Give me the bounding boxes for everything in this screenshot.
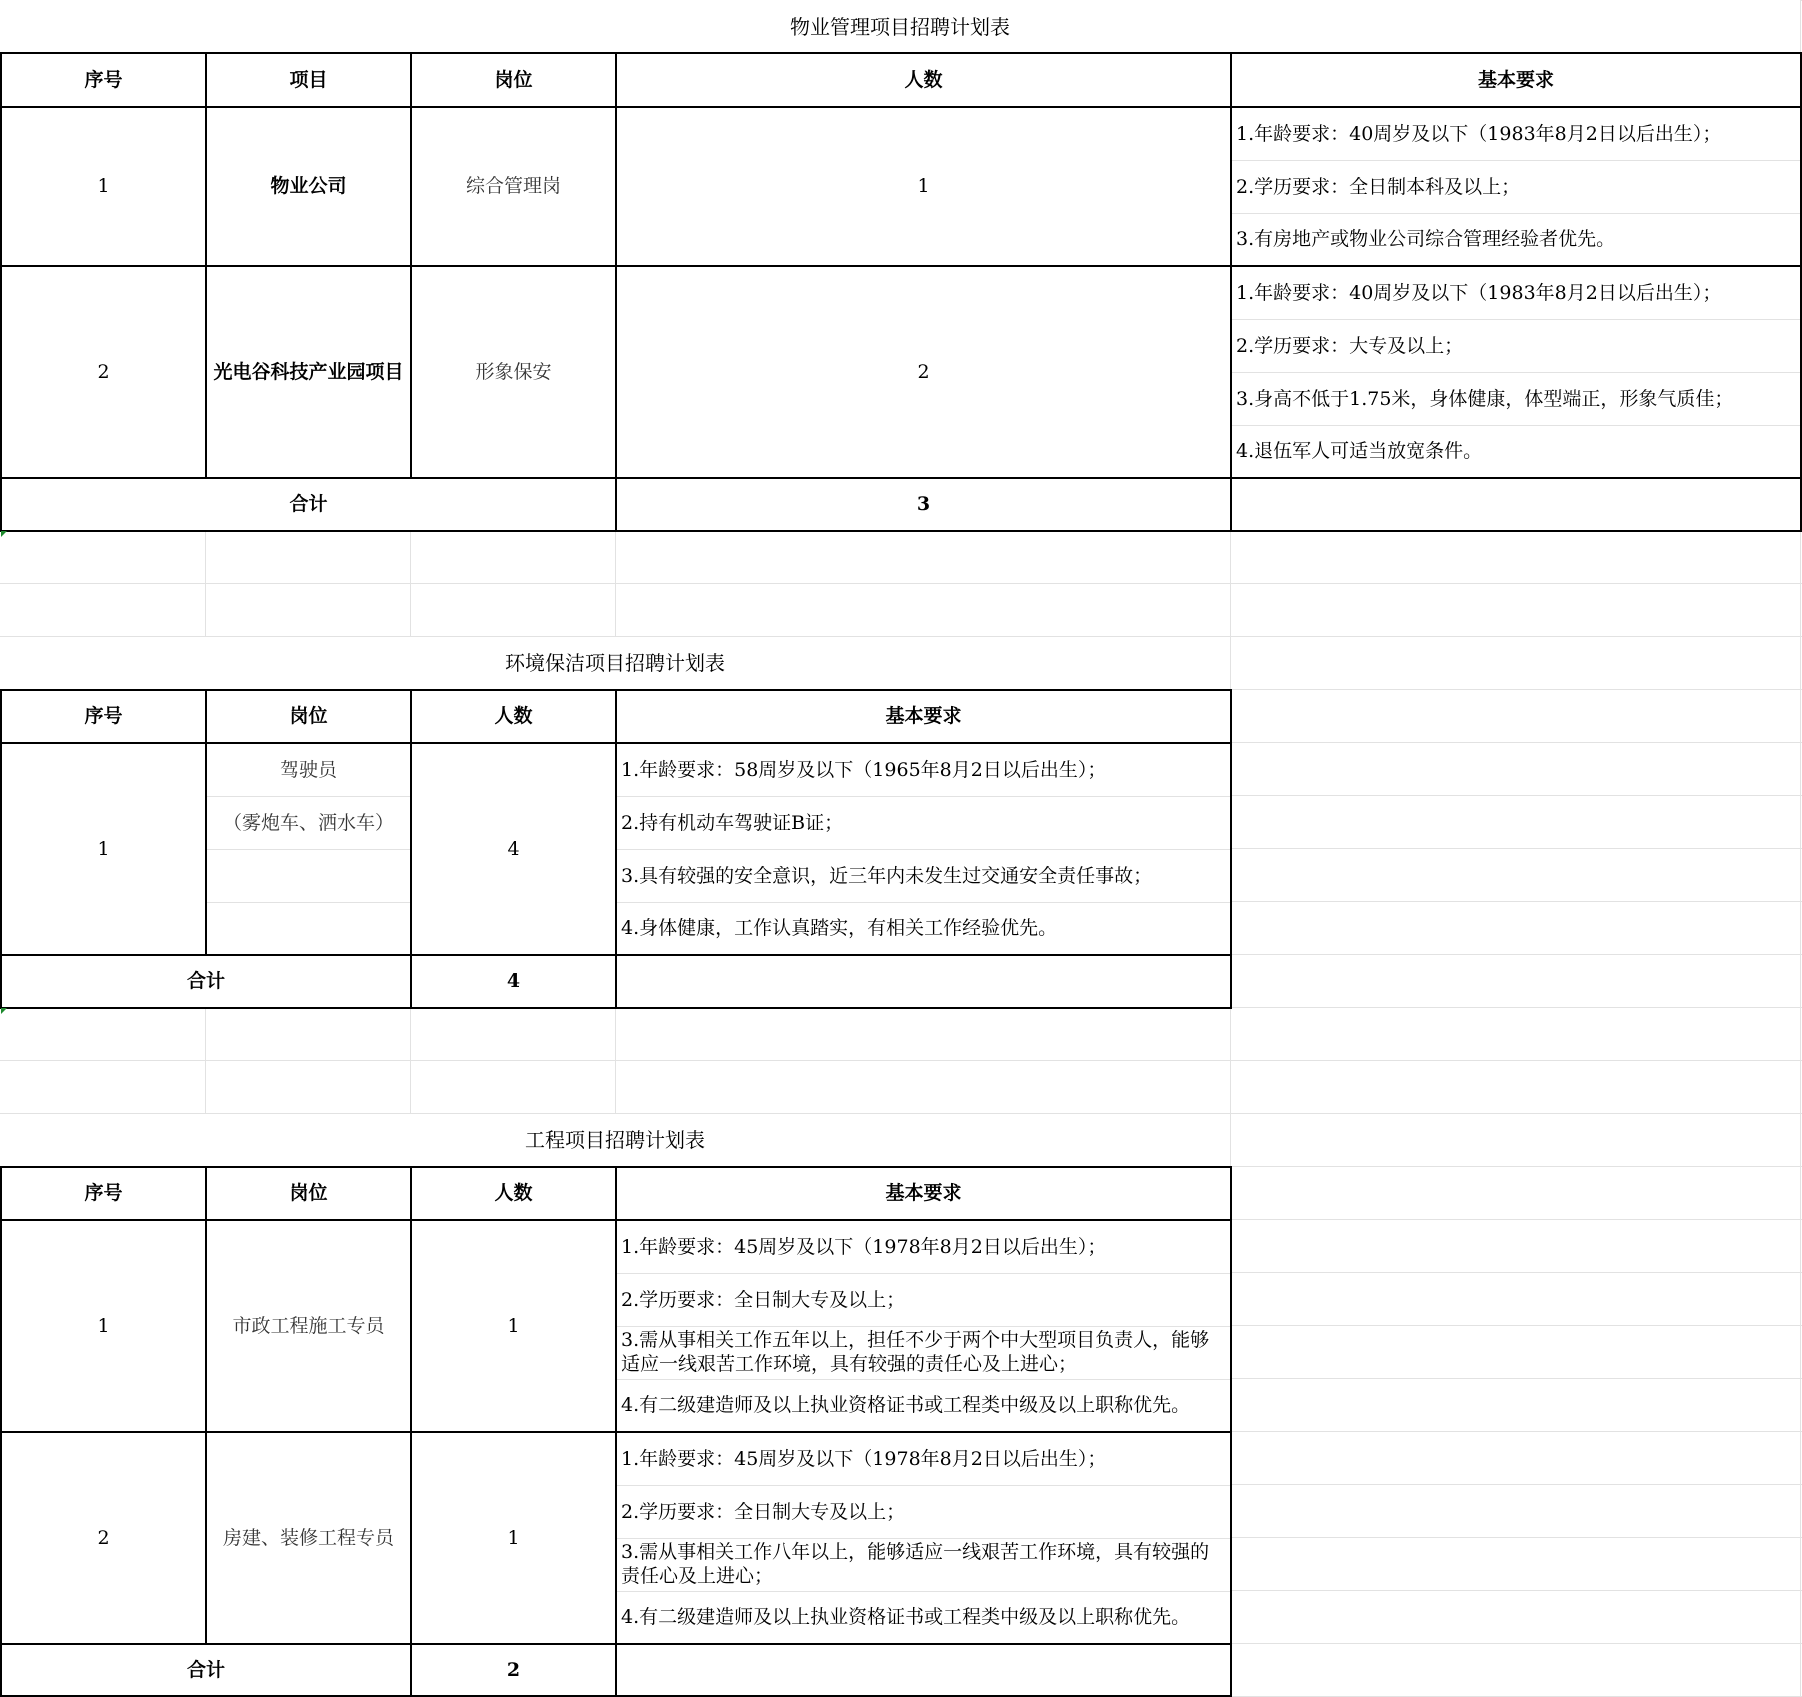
total-empty-cell [615, 954, 1232, 1009]
requirement-line: 3.身高不低于1.75米，身体健康，体型端正，形象气质佳； [1232, 373, 1800, 425]
header-project: 项目 [205, 52, 412, 108]
header-requirements: 基本要求 [615, 1166, 1232, 1221]
header-no: 序号 [0, 52, 207, 108]
section-title: 工程项目招聘计划表 [0, 1114, 1230, 1166]
requirement-line: 1.年龄要求：40周岁及以下（1983年8月2日以后出生）； [1232, 267, 1800, 319]
position-line: 驾驶员 [207, 744, 410, 796]
table-cell-no: 1 [0, 106, 207, 267]
header-count: 人数 [410, 1166, 617, 1221]
requirement-line: 2.学历要求：大专及以上； [1232, 320, 1800, 372]
cell-error-indicator-icon [1, 1008, 7, 1014]
requirement-line: 3.有房地产或物业公司综合管理经验者优先。 [1232, 214, 1800, 265]
requirement-line: 1.年龄要求：40周岁及以下（1983年8月2日以后出生）； [1232, 108, 1800, 160]
requirement-line: 1.年龄要求：45周岁及以下（1978年8月2日以后出生）； [617, 1433, 1230, 1485]
requirement-line: 1.年龄要求：45周岁及以下（1978年8月2日以后出生）； [617, 1221, 1230, 1273]
table-cell-no: 2 [0, 1431, 207, 1645]
table-cell-position: 形象保安 [410, 265, 617, 479]
requirement-line: 2.学历要求：全日制大专及以上； [617, 1486, 1230, 1538]
table-cell-count: 1 [410, 1219, 617, 1433]
table-cell-count: 2 [615, 265, 1232, 479]
table-cell-count: 1 [615, 106, 1232, 267]
requirement-line: 2.持有机动车驾驶证B证； [617, 797, 1230, 849]
section-title: 环境保洁项目招聘计划表 [0, 637, 1230, 689]
requirement-line: 4.身体健康，工作认真踏实，有相关工作经验优先。 [617, 903, 1230, 954]
table-cell-position: 房建、装修工程专员 [205, 1431, 412, 1645]
table-cell-count: 1 [410, 1431, 617, 1645]
requirement-line: 3.需从事相关工作五年以上，担任不少于两个中大型项目负责人，能够适应一线艰苦工作环境，具有较强的责任心及上进心； [617, 1327, 1230, 1379]
table-cell-no: 2 [0, 265, 207, 479]
total-empty-cell [615, 1643, 1232, 1697]
table-cell-no: 1 [0, 1219, 207, 1433]
total-count: 2 [410, 1643, 617, 1697]
header-position: 岗位 [410, 52, 617, 108]
header-requirements: 基本要求 [615, 689, 1232, 744]
position-line: （雾炮车、洒水车） [207, 797, 410, 849]
section-title: 物业管理项目招聘计划表 [0, 0, 1800, 53]
total-label: 合计 [0, 1643, 412, 1697]
requirement-line: 1.年龄要求：58周岁及以下（1965年8月2日以后出生）； [617, 744, 1230, 796]
header-position: 岗位 [205, 689, 412, 744]
header-count: 人数 [410, 689, 617, 744]
requirements-cell [1230, 265, 1802, 479]
requirement-line: 4.退伍军人可适当放宽条件。 [1232, 426, 1800, 477]
header-no: 序号 [0, 689, 207, 744]
header-count: 人数 [615, 52, 1232, 108]
table-cell-position [205, 742, 412, 956]
table-cell-project: 物业公司 [205, 106, 412, 267]
total-count: 3 [615, 477, 1232, 532]
header-no: 序号 [0, 1166, 207, 1221]
table-cell-count: 4 [410, 742, 617, 956]
requirement-line: 4.有二级建造师及以上执业资格证书或工程类中级及以上职称优先。 [617, 1380, 1230, 1431]
header-position: 岗位 [205, 1166, 412, 1221]
requirement-line: 4.有二级建造师及以上执业资格证书或工程类中级及以上职称优先。 [617, 1592, 1230, 1643]
requirement-line: 2.学历要求：全日制本科及以上； [1232, 161, 1800, 213]
total-label: 合计 [0, 477, 617, 532]
requirements-cell [1230, 106, 1802, 267]
table-cell-position: 综合管理岗 [410, 106, 617, 267]
header-requirements: 基本要求 [1230, 52, 1802, 108]
total-label: 合计 [0, 954, 412, 1009]
table-cell-position: 市政工程施工专员 [205, 1219, 412, 1433]
requirement-line: 2.学历要求：全日制大专及以上； [617, 1274, 1230, 1326]
total-count: 4 [410, 954, 617, 1009]
total-empty-cell [1230, 477, 1802, 532]
requirements-cell [615, 1219, 1232, 1433]
requirement-line: 3.需从事相关工作八年以上，能够适应一线艰苦工作环境，具有较强的责任心及上进心； [617, 1539, 1230, 1591]
table-cell-project: 光电谷科技产业园项目 [205, 265, 412, 479]
table-cell-no: 1 [0, 742, 207, 956]
requirements-cell [615, 742, 1232, 956]
requirement-line: 3.具有较强的安全意识，近三年内未发生过交通安全责任事故； [617, 850, 1230, 902]
cell-error-indicator-icon [1, 531, 7, 537]
requirements-cell [615, 1431, 1232, 1645]
